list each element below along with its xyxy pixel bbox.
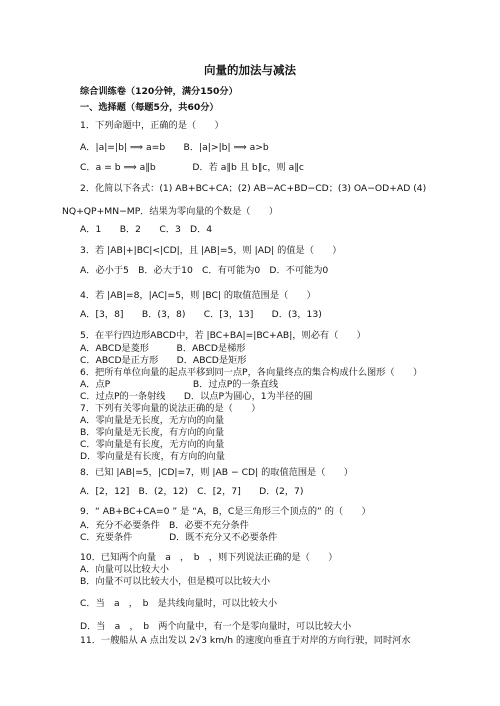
text-line: A．[2，12] B．(2，12) C．[2，7] D．(2，7) (80, 486, 304, 497)
text-line: C．过点P的一条射线 D．以点P为圆心，1为半径的圆 (80, 391, 313, 402)
text-line: D．零向量是有长度，有方向的向量 (80, 451, 225, 462)
text-line: 9．“ AB+BC+CA=0 ” 是 “A，B，C是三角形三个顶点的” 的（ ） (80, 506, 371, 517)
paper-subtitle: 综合训练卷（120分钟，满分150分） (80, 86, 238, 97)
text-line: 2．化简以下各式：(1) AB+BC+CA；(2) AB−AC+BD−CD；(3) OA−OD+AD (4) (80, 183, 427, 194)
text-line: 1．下列命题中，正确的是（ ） (80, 120, 224, 131)
text-line: A．1 B．2 C．3 D．4 (80, 224, 213, 235)
text-line: 11．一艘船从 A 点出发以 2√3 km/h 的速度向垂直于对岸的方向行驶，同时河水 (80, 635, 411, 646)
page-title: 向量的加法与减法 (204, 63, 296, 77)
text-line: C．充要条件 D．既不充分又不必要条件 (80, 532, 278, 543)
text-line: 5．在平行四边形ABCD中，若 |BC+BA|=|BC+AB|，则必有（ ） (80, 330, 366, 341)
text-line: A．充分不必要条件 B．必要不充分条件 (80, 520, 249, 531)
text-line: A．零向量是无长度，无方向的向量 (80, 415, 225, 426)
text-line: C．ABCD是正方形 D．ABCD是矩形 (80, 355, 247, 366)
text-line: A．ABCD是菱形 B．ABCD是梯形 (80, 343, 246, 354)
text-line: A．[3，8] B．(3，8) C．[3，13] D．(3，13) (80, 309, 322, 320)
text-line: A．点P B．过点P的一条直线 (80, 379, 279, 390)
text-line: D．当 a ， b 两个向量中，有一个是零向量时，可以比较大小 (80, 621, 352, 632)
text-line: NQ+QP+MN−MP．结果为零向量的个数是（ ） (62, 206, 279, 217)
text-line: 10．已知两个向量 a ， b ，则下列说法正确的是（ ） (80, 552, 338, 563)
text-line: A．必小于5 B．必大于10 C．有可能为0 D．不可能为0 (80, 265, 329, 276)
text-line: C．a = b ⟹ a∥b D．若 a∥b 且 b∥c，则 a∥c (80, 162, 304, 173)
text-line: B．向量不可以比较大小，但是模可以比较大小 (80, 576, 271, 587)
text-line: 7．下列有关零向量的说法正确的是（ ） (80, 403, 261, 414)
text-line: C．零向量是有长度，无方向的向量 (80, 439, 225, 450)
text-line: A．向量可以比较大小 (80, 564, 169, 575)
text-line: 6．把所有单位向量的起点平移到同一点P，各向量终点的集合构成什么图形（ ） (80, 367, 423, 378)
text-line: A．|a|=|b| ⟹ a=b B．|a|>|b| ⟹ a>b (80, 142, 269, 153)
section-heading: 一、选择题（每题5分，共60分） (80, 102, 219, 113)
text-line: 3．若 |AB|+|BC|<|CD|，且 |AB|=5，则 |AD| 的值是（ ） (80, 245, 342, 256)
text-line: B．零向量是无长度，有方向的向量 (80, 427, 225, 438)
text-line: C．当 a ， b 是共线向量时，可以比较大小 (80, 598, 278, 609)
text-line: 4．若 |AB|=8，|AC|=5，则 |BC| 的取值范围是（ ） (80, 290, 316, 301)
text-line: 8．已知 |AB|=5，|CD|=7，则 |AB − CD| 的取值范围是（ ） (80, 467, 353, 478)
